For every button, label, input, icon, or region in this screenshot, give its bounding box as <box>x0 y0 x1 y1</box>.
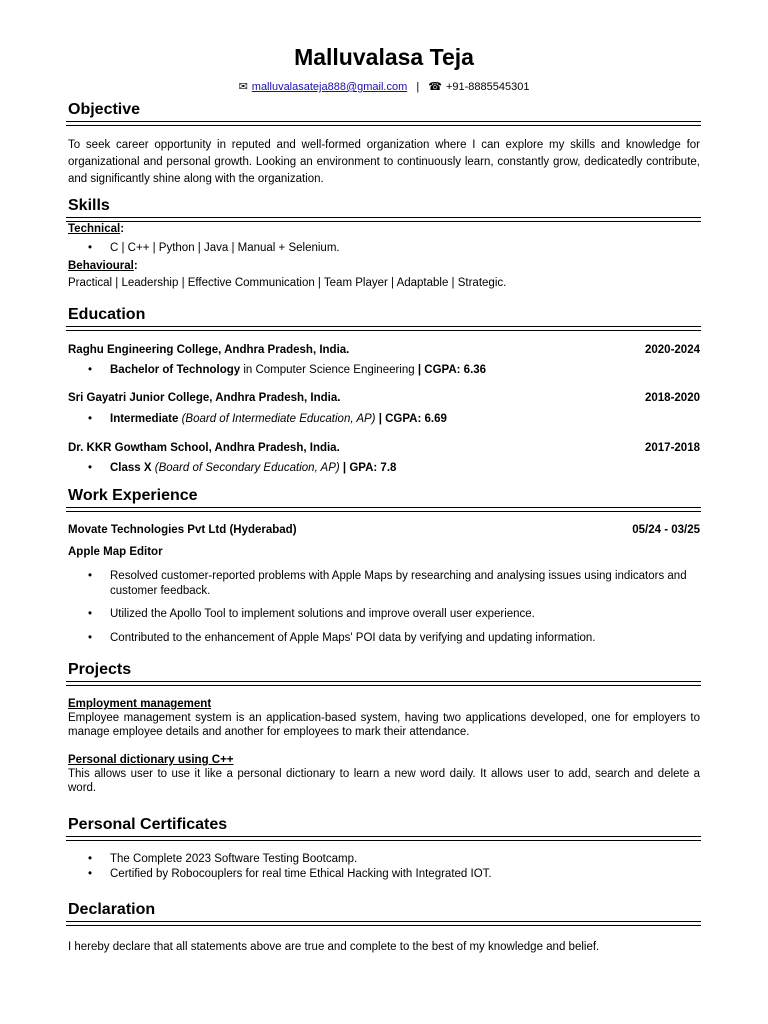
contact-separator: | <box>416 81 420 93</box>
project-title: Personal dictionary using C++ <box>68 754 234 766</box>
declaration-heading: Declaration <box>68 901 156 918</box>
education-years: 2018-2020 <box>645 392 700 404</box>
candidate-name: Malluvalasa Teja <box>294 44 474 70</box>
education-entry-institution: Sri Gayatri Junior College, Andhra Pradesh, India. 2018-2020 <box>68 392 700 404</box>
projects-heading: Projects <box>68 661 132 678</box>
work-bullet: • Resolved customer-reported problems with Apple Maps by researching and analysing issues using indicators and customer feedback. <box>88 569 700 599</box>
phone-number: +91-8885545301 <box>445 81 530 93</box>
work-heading: Work Experience <box>68 487 198 504</box>
education-entry-institution: Dr. KKR Gowtham School, Andhra Pradesh, India. 2017-2018 <box>68 442 700 454</box>
section-divider <box>66 326 701 331</box>
project-description: Employee management system is an application-based system, having two applications developed, one for employers to manage employee details and another for employees to mark their attendance. <box>68 712 700 738</box>
education-degree: • Class X (Board of Secondary Education, AP) | GPA: 7.8 <box>88 461 700 476</box>
education-degree: • Intermediate (Board of Intermediate Education, AP) | CGPA: 6.69 <box>88 412 700 427</box>
work-bullet: • Utilized the Apollo Tool to implement solutions and improve overall user experience. <box>88 607 700 622</box>
section-divider <box>66 836 701 841</box>
work-role: Apple Map Editor <box>68 546 163 558</box>
envelope-icon: ✉ <box>238 81 248 93</box>
section-divider <box>66 217 701 222</box>
project-description: This allows user to use it like a personal dictionary to learn a new word daily. It allows user to add, search and delete a word. <box>68 768 700 794</box>
work-bullet: • Contributed to the enhancement of Apple Maps' POI data by verifying and updating information. <box>88 631 700 646</box>
work-company: Movate Technologies Pvt Ltd (Hyderabad) 05/24 - 03/25 <box>68 524 700 536</box>
education-degree: • Bachelor of Technology in Computer Science Engineering | CGPA: 6.36 <box>88 363 700 378</box>
email-link[interactable]: malluvalasateja888@gmail.com <box>251 81 408 93</box>
project-title: Employment management <box>68 698 212 710</box>
education-heading: Education <box>68 306 146 323</box>
technical-label-line: Technical: <box>68 223 125 235</box>
section-divider <box>66 921 701 926</box>
section-divider <box>66 121 701 126</box>
section-divider <box>66 681 701 686</box>
certificate-item: • The Complete 2023 Software Testing Bootcamp. <box>88 852 700 867</box>
certificate-item: • Certified by Robocouplers for real time Ethical Hacking with Integrated IOT. <box>88 867 700 882</box>
technical-label: Technical <box>68 223 121 235</box>
contact-line <box>0 80 768 94</box>
behavioural-label: Behavioural <box>68 260 134 272</box>
section-divider <box>66 507 701 512</box>
behavioural-skills: Practical | Leadership | Effective Communication | Team Player | Adaptable | Strategic. <box>68 277 507 289</box>
technical-skills-item: • C | C++ | Python | Java | Manual + Selenium. <box>88 241 700 256</box>
education-years: 2020-2024 <box>645 344 700 356</box>
certificates-heading: Personal Certificates <box>68 816 228 833</box>
phone-icon: ☎ <box>428 81 442 93</box>
declaration-text: I hereby declare that all statements above are true and complete to the best of my knowledge and belief. <box>68 941 600 953</box>
behavioural-label-line: Behavioural: <box>68 260 138 272</box>
education-entry-institution: Raghu Engineering College, Andhra Pradesh, India. 2020-2024 <box>68 344 700 356</box>
objective-text: To seek career opportunity in reputed and well-formed organization where I can explore my skills and knowledge for organizational and personal growth. Looking an environment to continuously learn, constantly grow, dedicatedly contribute, and significantly shine along with the organization. <box>68 139 700 185</box>
objective-heading: Objective <box>68 101 141 118</box>
education-years: 2017-2018 <box>645 442 700 454</box>
work-period: 05/24 - 03/25 <box>632 524 700 536</box>
skills-heading: Skills <box>68 197 110 214</box>
